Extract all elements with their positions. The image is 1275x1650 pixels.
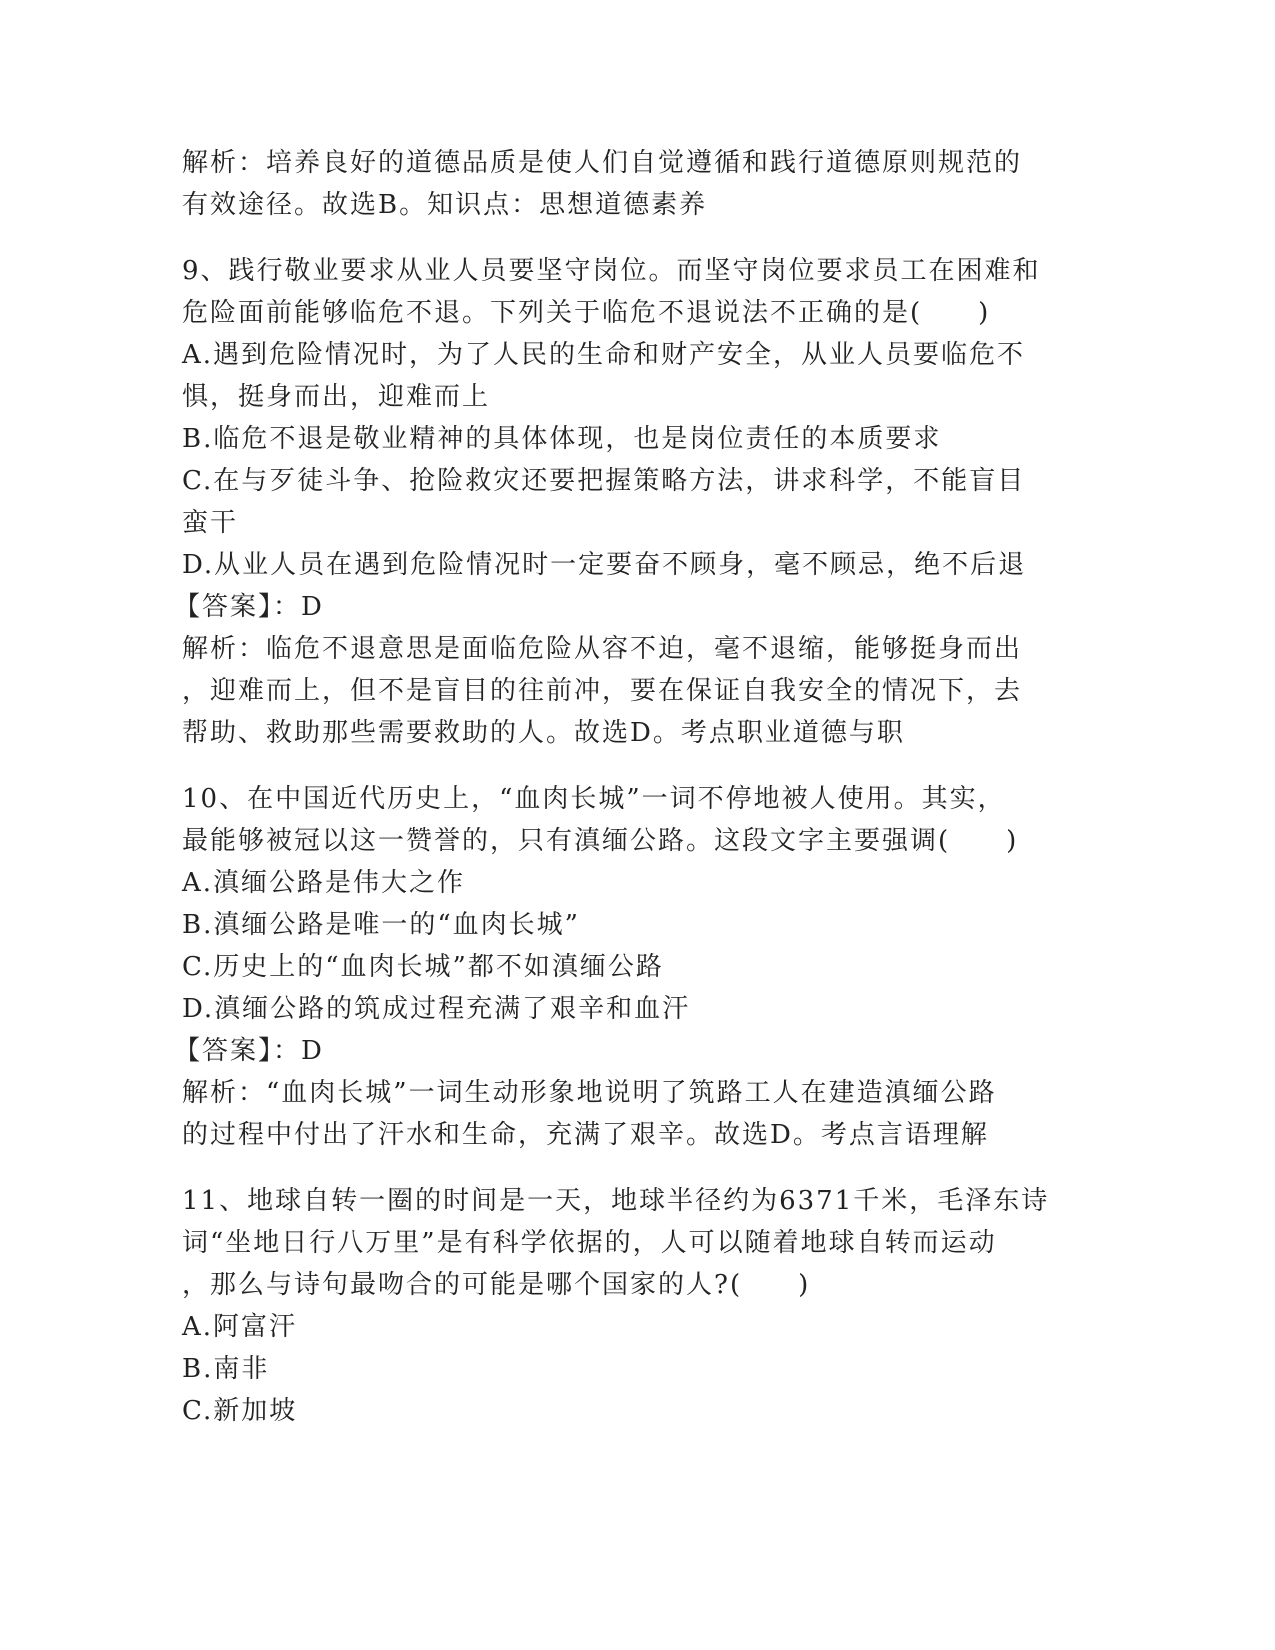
option-a: 惧，挺身而出，迎难而上 <box>182 382 491 412</box>
question-stem: 11、地球自转一圈的时间是一天，地球半径约为6371千米，毛泽东诗 <box>182 1186 1050 1216</box>
answer-label: 【答案】：D <box>174 592 324 622</box>
option-b: B.临危不退是敬业精神的具体体现，也是岗位责任的本质要求 <box>182 424 942 454</box>
option-a: A.阿富汗 <box>182 1312 298 1342</box>
option-c: C.在与歹徒斗争、抢险救灾还要把握策略方法，讲求科学，不能盲目 <box>182 466 1026 496</box>
option-c: 蛮干 <box>182 508 239 538</box>
option-c: C.新加坡 <box>182 1396 298 1426</box>
option-a: A.滇缅公路是伟大之作 <box>182 868 466 898</box>
question-stem: 最能够被冠以这一赞誉的，只有滇缅公路。这段文字主要强调( ) <box>182 826 1019 856</box>
question-stem: 危险面前能够临危不退。下列关于临危不退说法不正确的是( ) <box>182 298 991 328</box>
option-c: C.历史上的“血肉长城”都不如滇缅公路 <box>182 952 664 982</box>
question-stem: 9、践行敬业要求从业人员要坚守岗位。而坚守岗位要求员工在困难和 <box>182 256 1041 286</box>
text-line: 解析：培养良好的道德品质是使人们自觉遵循和践行道德原则规范的 <box>182 148 1023 178</box>
explanation: 解析：“血肉长城”一词生动形象地说明了筑路工人在建造滇缅公路 <box>182 1078 997 1108</box>
option-a: A.遇到危险情况时，为了人民的生命和财产安全，从业人员要临危不 <box>182 340 1026 370</box>
text-line: 有效途径。故选B。知识点：思想道德素养 <box>182 190 708 220</box>
option-d: D.滇缅公路的筑成过程充满了艰辛和血汗 <box>182 994 691 1024</box>
explanation: 解析：临危不退意思是面临危险从容不迫，毫不退缩，能够挺身而出 <box>182 634 1023 664</box>
option-b: B.滇缅公路是唯一的“血肉长城” <box>182 910 580 940</box>
question-9 <box>174 250 1062 754</box>
option-d: D.从业人员在遇到危险情况时一定要奋不顾身，毫不顾忌，绝不后退 <box>182 550 1027 580</box>
question-11 <box>182 1180 1062 1432</box>
prev-explanation <box>182 142 1062 226</box>
question-stem: 词“坐地日行八万里”是有科学依据的，人可以随着地球自转而运动 <box>182 1228 997 1258</box>
option-b: B.南非 <box>182 1354 270 1384</box>
answer-label: 【答案】：D <box>174 1036 324 1066</box>
page-content <box>174 142 1062 1432</box>
explanation: 的过程中付出了汗水和生命，充满了艰辛。故选D。考点言语理解 <box>182 1120 989 1150</box>
question-stem: ，那么与诗句最吻合的可能是哪个国家的人?( ) <box>182 1270 811 1300</box>
question-stem: 10、在中国近代历史上，“血肉长城”一词不停地被人使用。其实， <box>182 784 1006 814</box>
question-10 <box>174 778 1062 1156</box>
explanation: ，迎难而上，但不是盲目的往前冲，要在保证自我安全的情况下，去 <box>182 676 1023 706</box>
explanation: 帮助、救助那些需要救助的人。故选D。考点职业道德与职 <box>182 718 905 748</box>
